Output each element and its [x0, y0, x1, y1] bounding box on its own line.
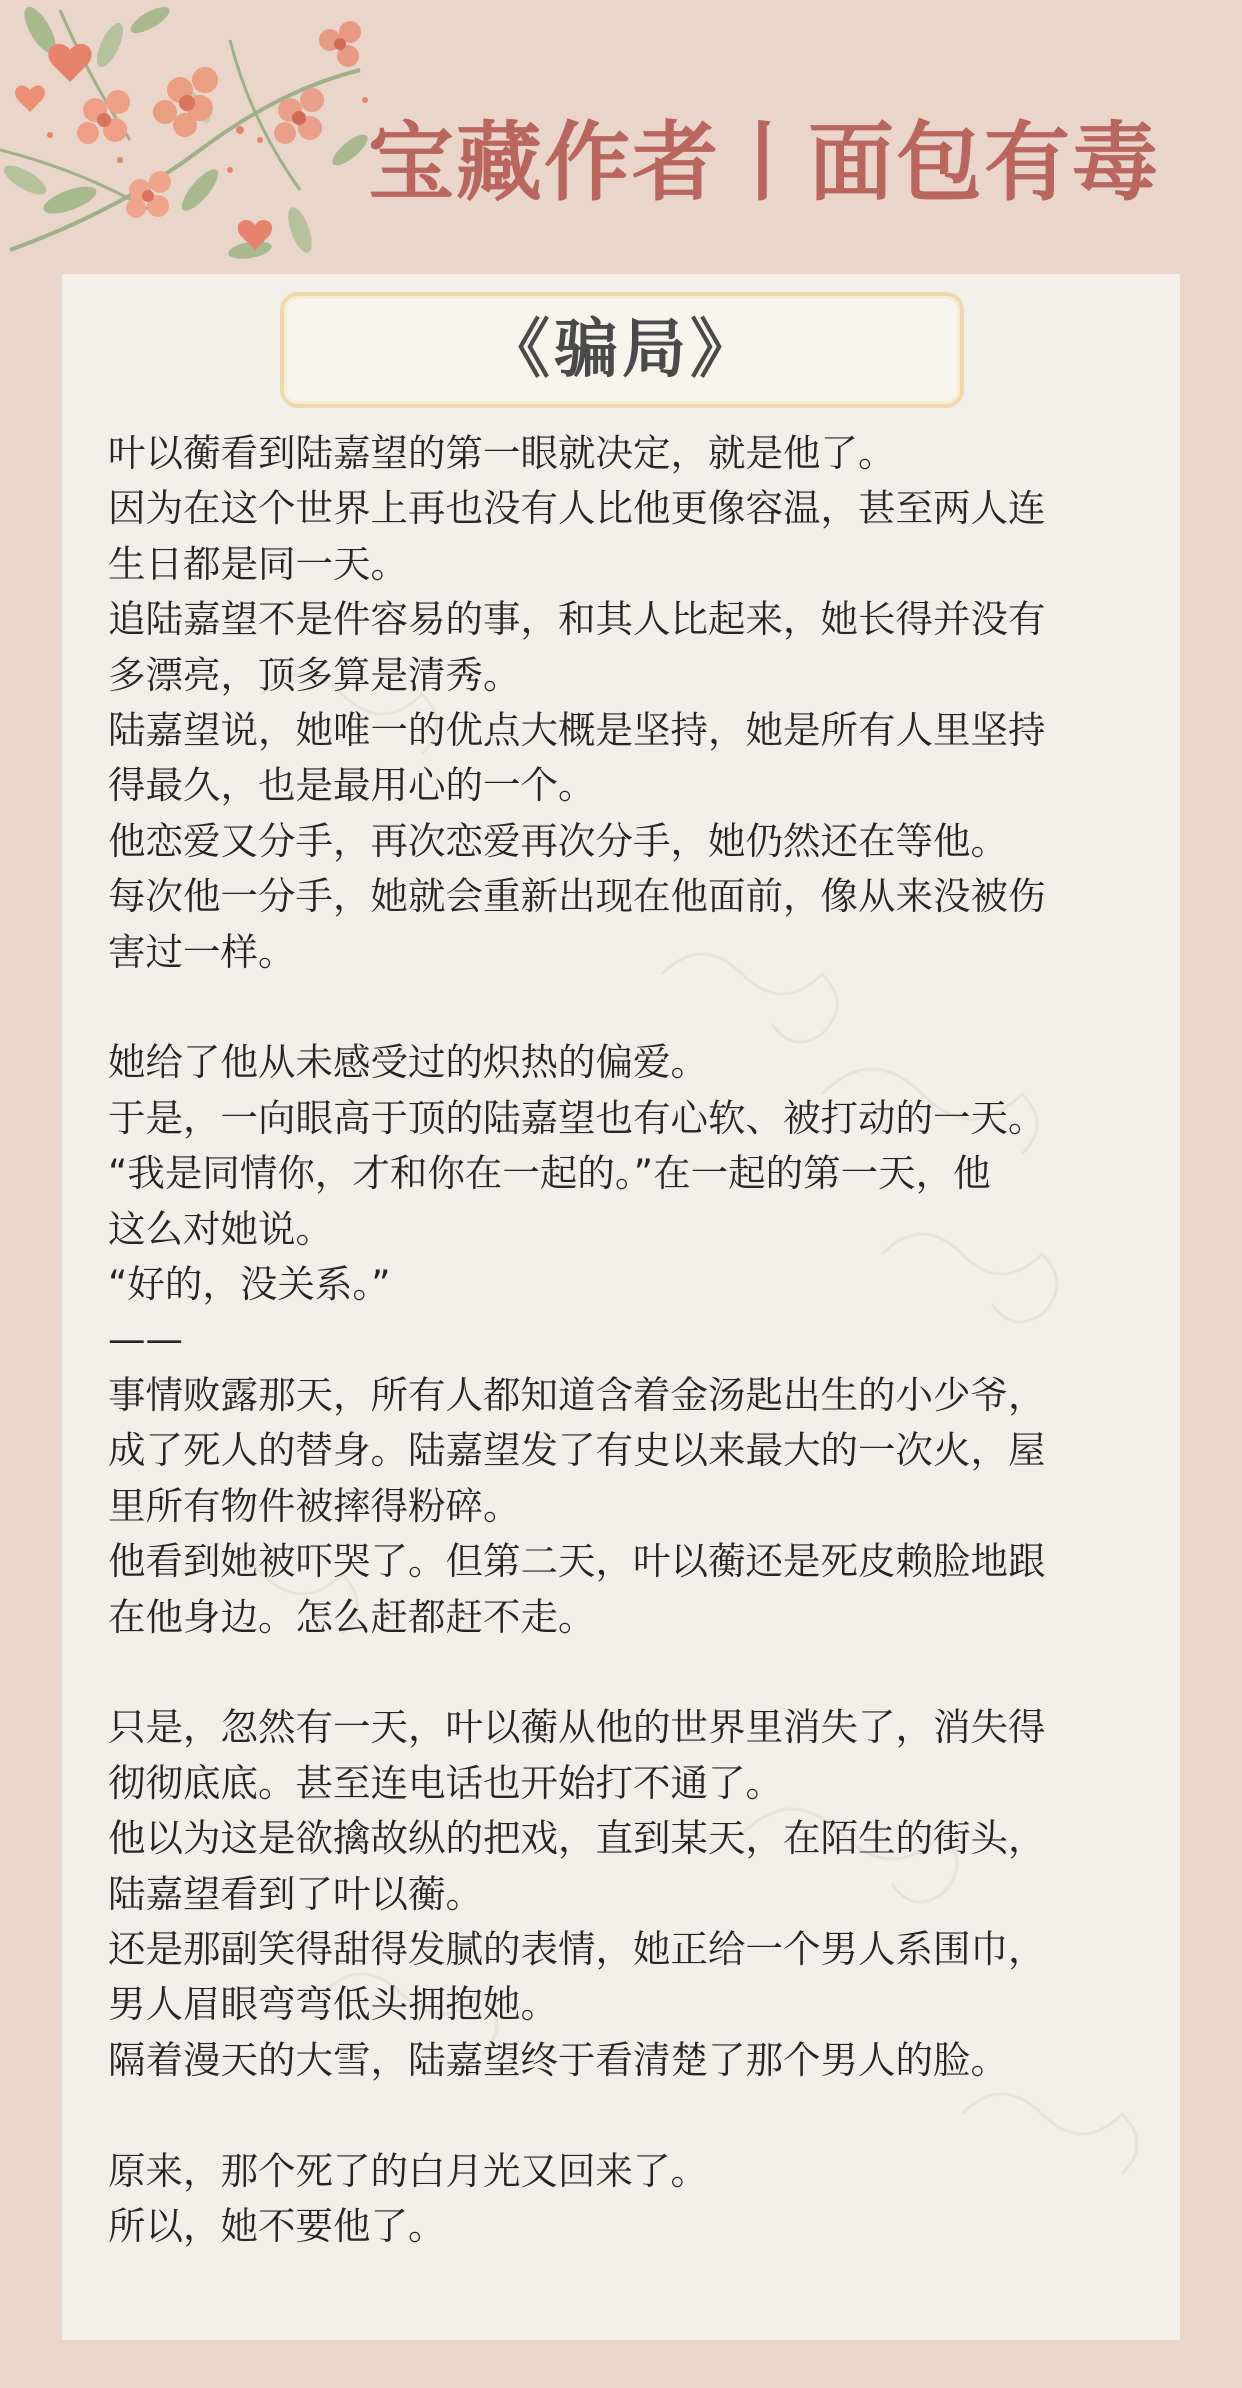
- book-title: 《骗局》: [486, 312, 758, 387]
- section-divider: ——: [108, 1317, 183, 1362]
- synopsis-line: 叶以蘅看到陆嘉望的第一眼就决定，就是他了。: [108, 431, 896, 475]
- synopsis-line: 里所有物件被摔得粉碎。: [108, 1483, 521, 1528]
- synopsis-line: 陆嘉望说，她唯一的优点大概是坚持，她是所有人里坚持: [108, 708, 1046, 753]
- synopsis-line: 成了死人的替身。陆嘉望发了有史以来最大的一次火，屋: [108, 1428, 1046, 1473]
- page-title: 宝藏作者丨面包有毒: [368, 112, 1160, 213]
- synopsis-line: 生日都是同一天。: [108, 541, 408, 586]
- synopsis-text: [108, 426, 1148, 2254]
- synopsis-line: 他看到她被吓哭了。但第二天，叶以蘅还是死皮赖脸地跟: [108, 1539, 1046, 1584]
- synopsis-line: 隔着漫天的大雪，陆嘉望终于看清楚了那个男人的脸。: [108, 2037, 1008, 2082]
- synopsis-line: 得最久，也是最用心的一个。: [108, 763, 596, 808]
- synopsis-line: 彻彻底底。甚至连电话也开始打不通了。: [108, 1760, 783, 1805]
- synopsis-line: 这么对她说。: [108, 1206, 333, 1251]
- synopsis-line: 因为在这个世界上再也没有人比他更像容温，甚至两人连: [108, 486, 1046, 531]
- synopsis-card: [62, 274, 1180, 2340]
- synopsis-line: 追陆嘉望不是件容易的事，和其人比起来，她长得并没有: [108, 597, 1046, 642]
- synopsis-line: “我是同情你，才和你在一起的。”在一起的第一天，他: [108, 1151, 991, 1196]
- synopsis-line: 害过一样。: [108, 929, 296, 974]
- synopsis-line: 他恋爱又分手，再次恋爱再次分手，她仍然还在等他。: [108, 818, 1008, 863]
- synopsis-line: 多漂亮，顶多算是清秀。: [108, 652, 521, 697]
- synopsis-line: 他以为这是欲擒故纵的把戏，直到某天，在陌生的街头，: [108, 1816, 1046, 1861]
- paragraph-break: [108, 1645, 1148, 1700]
- synopsis-line: 陆嘉望看到了叶以蘅。: [108, 1871, 483, 1916]
- synopsis-line: 男人眉眼弯弯低头拥抱她。: [108, 1982, 558, 2027]
- synopsis-line: 每次他一分手，她就会重新出现在他面前，像从来没被伤: [108, 874, 1046, 919]
- synopsis-line: 只是，忽然有一天，叶以蘅从他的世界里消失了，消失得: [108, 1705, 1046, 1750]
- paragraph-break: [108, 980, 1148, 1035]
- synopsis-line: 所以，她不要他了。: [108, 2203, 446, 2248]
- synopsis-line: 于是，一向眼高于顶的陆嘉望也有心软、被打动的一天。: [108, 1095, 1046, 1140]
- synopsis-line: 还是那副笑得甜得发腻的表情，她正给一个男人系围巾，: [108, 1926, 1046, 1971]
- synopsis-line: 她给了他从未感受过的炽热的偏爱。: [108, 1040, 708, 1085]
- floral-decoration-icon: [0, 0, 430, 290]
- book-title-frame: [280, 292, 964, 408]
- paragraph-break: [108, 2088, 1148, 2143]
- synopsis-line: 在他身边。怎么赶都赶不走。: [108, 1594, 596, 1639]
- synopsis-line: 事情败露那天，所有人都知道含着金汤匙出生的小少爷，: [108, 1372, 1046, 1417]
- synopsis-line: 原来，那个死了的白月光又回来了。: [108, 2148, 708, 2193]
- synopsis-line: “好的，没关系。”: [108, 1262, 391, 1307]
